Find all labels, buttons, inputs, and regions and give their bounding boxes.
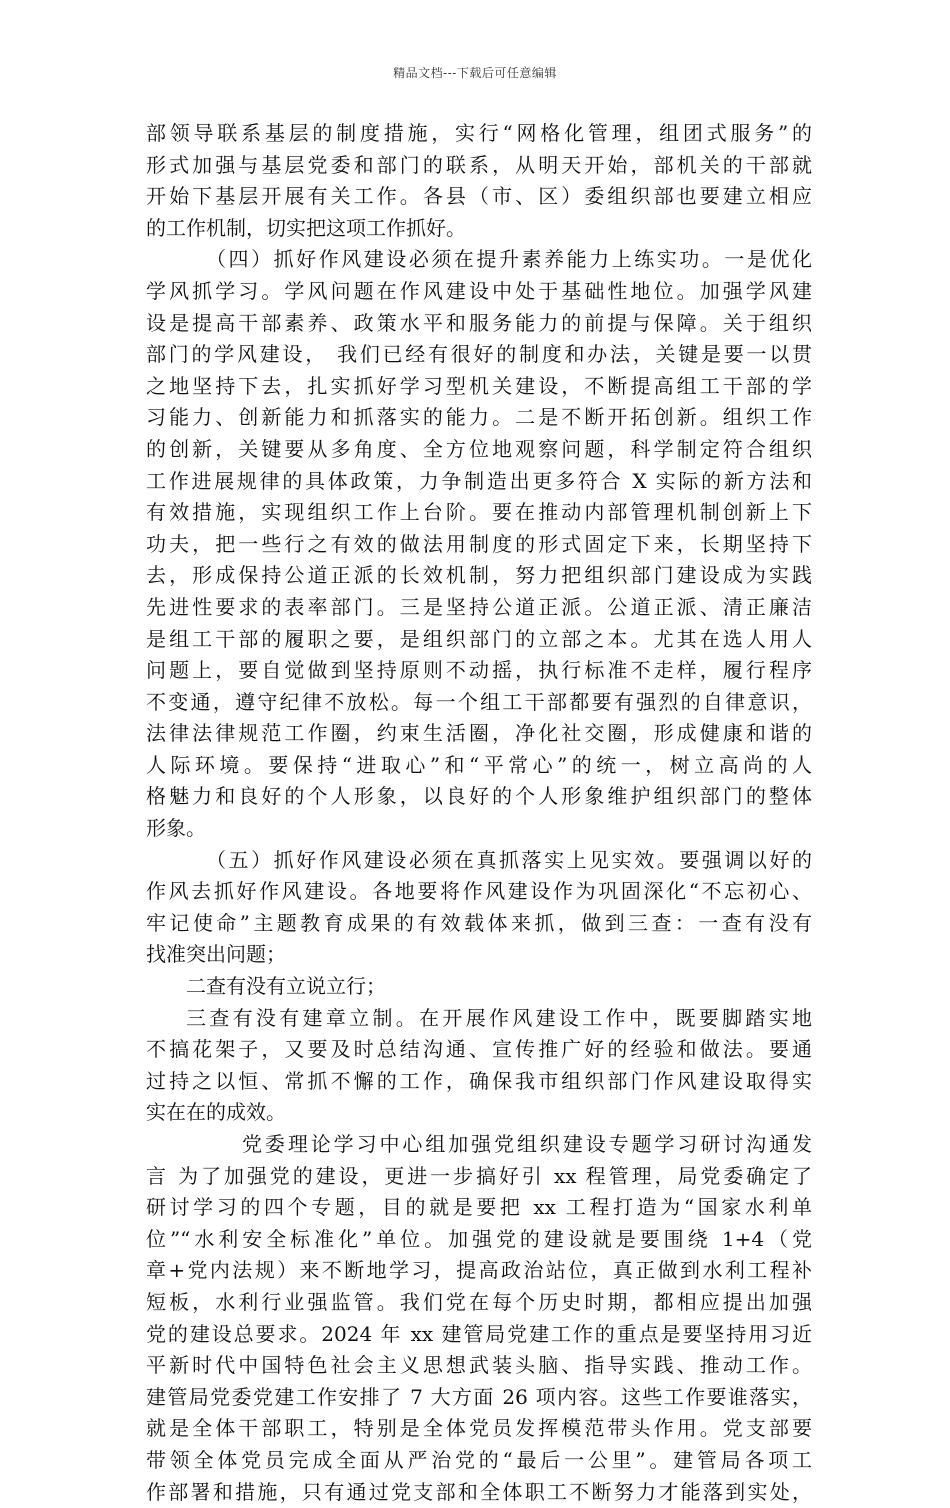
text-line: 党的建设总要求。2024 年 xx 建管局党建工作的重点是要坚持用习近 [146,1321,812,1346]
text-line: 位”“水利安全标准化”单位。加强党的建设就是要围绕 1+4（党 [146,1226,812,1251]
text-line: 工作进展规律的具体政策，力争制造出更多符合 X 实际的新方法和 [146,468,812,493]
text-line: 就是全体干部职工，特别是全体党员发挥模范带头作用。党支部要 [146,1416,812,1441]
text-line: 研讨学习的四个专题，目的就是要把 xx 工程打造为“国家水利单 [146,1195,812,1220]
document-body [146,118,812,1508]
text-line: 开始下基层开展有关工作。各县（市、区）委组织部也要建立相应 [146,184,812,209]
text-line: 三查有没有建章立制。在开展作风建设工作中，既要脚踏实地 [186,1005,812,1030]
text-line: 过持之以恒、常抓不懈的工作，确保我市组织部门作风建设取得实 [146,1068,812,1093]
text-line: 的创新，关键要从多角度、全方位地观察问题，科学制定符合组织 [146,436,812,461]
page-header-watermark: 精品文档---下载后可任意编辑 [393,66,557,80]
text-line: 实在在的成效。 [146,1100,286,1125]
text-line: 建管局党委党建工作安排了 7 大方面 26 项内容。这些工作要谁落实， [146,1384,812,1409]
text-line-section-5-heading: （五）抓好作风建设必须在真抓落实上见实效。要强调以好的 [206,847,812,872]
text-line: 法律法律规范工作圈，约束生活圈，净化社交圈，形成健康和谐的 [146,721,812,746]
text-line: 短板，水利行业强监管。我们党在每个历史时期，都相应提出加强 [146,1289,812,1314]
text-line: 学风抓学习。学风问题在作风建设中处于基础性地位。加强学风建 [146,278,812,303]
text-line: 问题上，要自觉做到坚持原则不动摇，执行标准不走样，履行程序 [146,658,812,683]
text-line: 先进性要求的表率部门。三是坚持公道正派。公道正派、清正廉洁 [146,594,812,619]
text-line: 部领导联系基层的制度措施，实行“网格化管理，组团式服务”的 [146,121,812,145]
text-line: 平新时代中国特色社会主义思想武装头脑、指导实践、推动工作。 [146,1353,812,1378]
text-line: 形式加强与基层党委和部门的联系，从明天开始，部机关的干部就 [146,152,812,177]
text-line: 格魅力和良好的个人形象，以良好的个人形象维护组织部门的整体 [146,784,812,809]
text-line: 功夫，把一些行之有效的做法用制度的形式固定下来，长期坚持下 [146,531,812,556]
text-line: 设是提高干部素养、政策水平和服务能力的前提与保障。关于组织 [146,310,812,335]
text-line: 形象。 [146,816,206,841]
text-line-section-4-heading: （四）抓好作风建设必须在提升素养能力上练实功。一是优化 [206,247,812,272]
text-line: 章+党内法规）来不断地学习，提高政治站位，真正做到水利工程补 [146,1258,812,1283]
text-line: 言 为了加强党的建设，更进一步搞好引 xx 程管理，局党委确定了 [146,1163,812,1188]
text-line: 找准突出问题； [146,942,286,967]
text-line: 作风去抓好作风建设。各地要将作风建设作为巩固深化“不忘初心、 [146,879,812,904]
text-line: 牢记使命”主题教育成果的有效载体来抓，做到三查：一查有没有 [146,910,812,935]
text-line: 之地坚持下去，扎实抓好学习型机关建设，不断提高组工干部的学 [146,373,812,398]
text-line-title: 党委理论学习中心组加强党组织建设专题学习研讨沟通发 [242,1132,812,1156]
text-line: 带领全体党员完成全面从严治党的“最后一公里”。建管局各项工 [146,1447,812,1472]
text-line: 不搞花架子，又要及时总结沟通、宣传推广好的经验和做法。要通 [146,1037,812,1062]
text-line: 二查有没有立说立行； [186,974,386,999]
text-line: 的工作机制，切实把这项工作抓好。 [146,215,466,240]
text-line: 有效措施，实现组织工作上台阶。要在推动内部管理机制创新上下 [146,500,812,525]
text-line: 是组工干部的履职之要，是组织部门的立部之本。尤其在选人用人 [146,626,812,651]
text-line: 作部署和措施，只有通过党支部和全体职工不断努力才能落到实处， [146,1479,812,1504]
text-line: 习能力、创新能力和抓落实的能力。二是不断开拓创新。组织工作 [146,405,812,430]
text-line: 不变通，遵守纪律不放松。每一个组工干部都要有强烈的自律意识， [146,689,812,714]
text-line: 去，形成保持公道正派的长效机制，努力把组织部门建设成为实践 [146,563,812,588]
text-line: 人际环境。要保持“进取心”和“平常心”的统一，树立高尚的人 [146,752,812,777]
text-line: 部门的学风建设， 我们已经有很好的制度和办法，关键是要一以贯 [146,342,812,367]
